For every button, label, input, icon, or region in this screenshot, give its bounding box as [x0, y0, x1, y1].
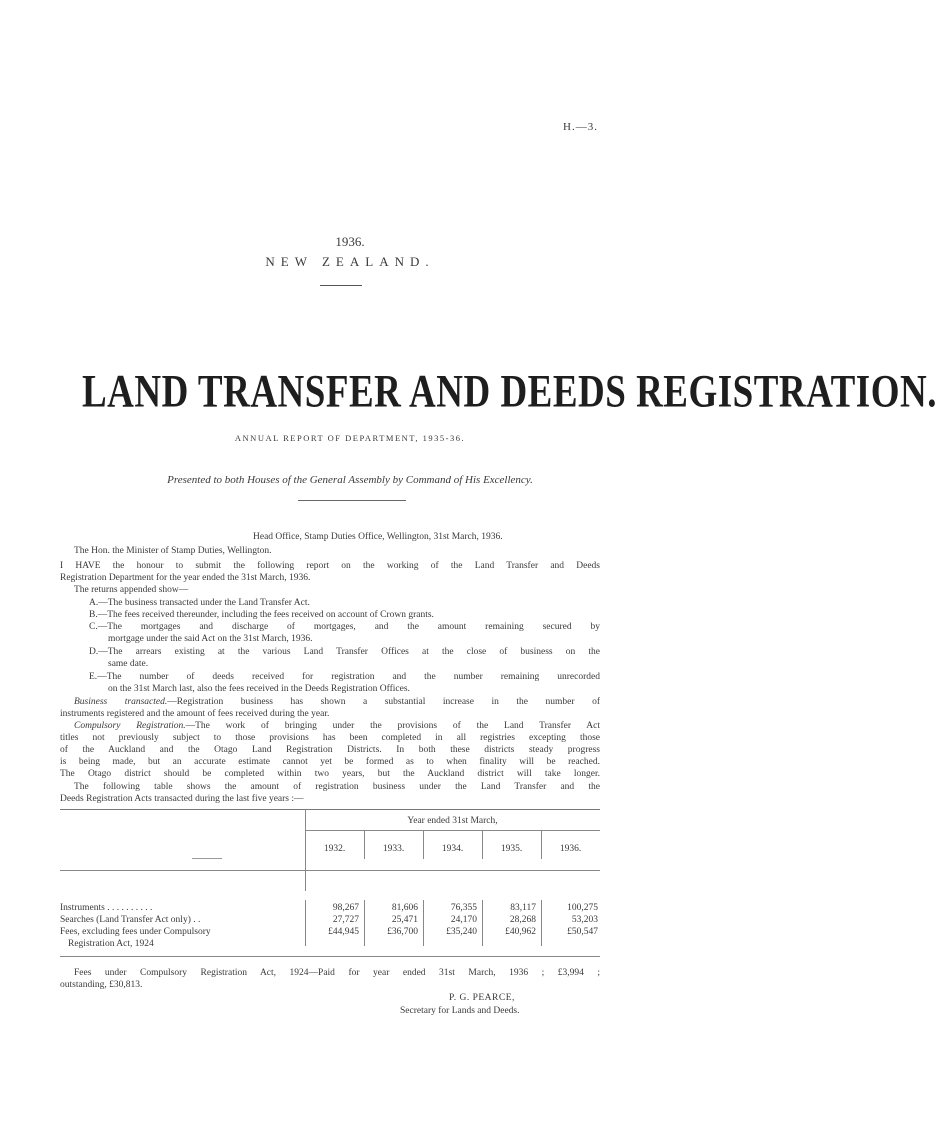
return-text: The mortgages and discharge of mortgages, and the amount remaining secured by	[107, 622, 600, 632]
return-letter: A.	[89, 598, 99, 608]
return-text-cont: same date.	[108, 659, 149, 669]
table-cell: 25,471	[391, 915, 418, 925]
country-heading: NEW ZEALAND.	[265, 254, 435, 269]
page-reference: H.—3.	[563, 121, 598, 133]
table-rule	[305, 830, 600, 831]
return-text: The number of deeds received for registration and the number remaining unrecorded	[106, 672, 600, 682]
signature-title: Secretary for Lands and Deeds.	[400, 1006, 520, 1016]
compulsory-text: of the Auckland and the Otago Land Registration Districts. In both these districts steady progress	[60, 745, 600, 755]
presented-line: Presented to both Houses of the General Assembly by Command of His Excellency.	[167, 474, 533, 486]
compulsory-text: is being made, but an accurate estimate cannot yet be formed as to when finality will be reached.	[60, 757, 600, 767]
table-vline	[541, 831, 542, 859]
table-cell: 98,267	[332, 903, 359, 913]
table-cell: 100,275	[567, 903, 598, 913]
table-bottom-rule	[60, 956, 600, 957]
table-cell: 83,117	[510, 903, 536, 913]
returns-intro: The returns appended show—	[74, 585, 189, 595]
table-cell: 53,203	[571, 915, 598, 925]
table-cell: 28,268	[509, 915, 536, 925]
row-label: Instruments . . . . . . . . . .	[60, 903, 153, 913]
table-vline	[305, 809, 306, 891]
table-cell: 81,606	[391, 903, 418, 913]
row-label: Fees, excluding fees under Compulsory	[60, 927, 211, 937]
fees-note: outstanding, £30,813.	[60, 980, 143, 990]
table-cell: £36,700	[387, 927, 418, 937]
compulsory-text: —The work of bringing under the provisions of the Land Transfer Act	[185, 721, 600, 731]
table-cell: 76,355	[450, 903, 477, 913]
compulsory-paragraph	[74, 721, 600, 733]
report-year: 1936.	[335, 234, 365, 249]
return-item: C.—The mortgages and discharge of mortgages, and the amount remaining secured by	[89, 622, 600, 632]
table-top-rule	[60, 809, 600, 810]
letter-address: Head Office, Stamp Duties Office, Wellington, 31st March, 1936.	[253, 532, 503, 542]
business-heading: Business transacted.	[74, 697, 168, 707]
return-item: D.—The arrears existing at the various Land Transfer Offices at the close of business on the	[89, 647, 600, 657]
intro-line: Registration Department for the year ended the 31st March, 1936.	[60, 573, 311, 583]
return-item: B.—The fees received thereunder, including the fees received on account of Crown grants.	[89, 610, 434, 620]
table-group-header: Year ended 31st March,	[407, 816, 498, 826]
divider	[298, 500, 406, 501]
table-cell: £35,240	[446, 927, 477, 937]
letter-addressee: The Hon. the Minister of Stamp Duties, Wellington.	[74, 546, 272, 556]
compulsory-text: titles not previously subject to those provisions has been completed in all registries excepting those	[60, 733, 600, 743]
fees-note: Fees under Compulsory Registration Act, 1924—Paid for year ended 31st March, 1936 ; £3,994 ;	[74, 968, 600, 978]
table-header-rule	[60, 870, 600, 871]
return-letter: C.	[89, 622, 98, 632]
year-header: 1934.	[441, 844, 464, 854]
intro-line: I HAVE the honour to submit the following report on the working of the Land Transfer and Deeds	[60, 561, 600, 571]
table-cell: 27,727	[332, 915, 359, 925]
compulsory-text: The Otago district should be completed within two years, but the Auckland district will take longer.	[60, 769, 600, 779]
table-vline	[423, 831, 424, 859]
compulsory-heading: Compulsory Registration.	[74, 721, 186, 731]
table-vline	[482, 831, 483, 859]
return-text: The business transacted under the Land Transfer Act.	[107, 598, 310, 608]
divider	[320, 285, 362, 286]
business-paragraph	[74, 697, 600, 709]
year-header: 1936.	[559, 844, 582, 854]
return-text: The arrears existing at the various Land Transfer Offices at the close of business on the	[107, 647, 600, 657]
table-intro: Deeds Registration Acts transacted during the last five years :—	[60, 794, 304, 804]
return-letter: D.	[89, 647, 99, 657]
report-subtitle: ANNUAL REPORT OF DEPARTMENT, 1935-36.	[234, 433, 466, 443]
row-label-cont: Registration Act, 1924	[68, 939, 154, 949]
return-letter: B.	[89, 610, 98, 620]
row-label: Searches (Land Transfer Act only) . .	[60, 915, 201, 925]
table-intro: The following table shows the amount of registration business under the Land Transfer and the	[74, 782, 600, 792]
table-cell: £44,945	[328, 927, 359, 937]
report-title: LAND TRANSFER AND DEEDS REGISTRATION.	[82, 366, 937, 418]
year-header: 1932.	[323, 844, 346, 854]
return-item: A.—The business transacted under the Land Transfer Act.	[89, 598, 310, 608]
year-header: 1933.	[382, 844, 405, 854]
return-text: The fees received thereunder, including the fees received on account of Crown grants.	[107, 610, 434, 620]
table-stub-dash	[192, 858, 222, 859]
table-vline	[364, 831, 365, 859]
return-text-cont: mortgage under the said Act on the 31st March, 1936.	[108, 634, 313, 644]
return-letter: E.	[89, 672, 98, 682]
business-text: instruments registered and the amount of fees received during the year.	[60, 709, 330, 719]
table-cell: £50,547	[567, 927, 598, 937]
year-header: 1935.	[500, 844, 523, 854]
table-cell: 24,170	[450, 915, 477, 925]
return-item: E.—The number of deeds received for registration and the number remaining unrecorded	[89, 672, 600, 682]
signature-name: P. G. PEARCE,	[449, 993, 515, 1003]
return-text-cont: on the 31st March last, also the fees received in the Deeds Registration Offices.	[108, 684, 410, 694]
table-cell: £40,962	[505, 927, 536, 937]
business-text: —Registration business has shown a substantial increase in the number of	[167, 697, 600, 707]
